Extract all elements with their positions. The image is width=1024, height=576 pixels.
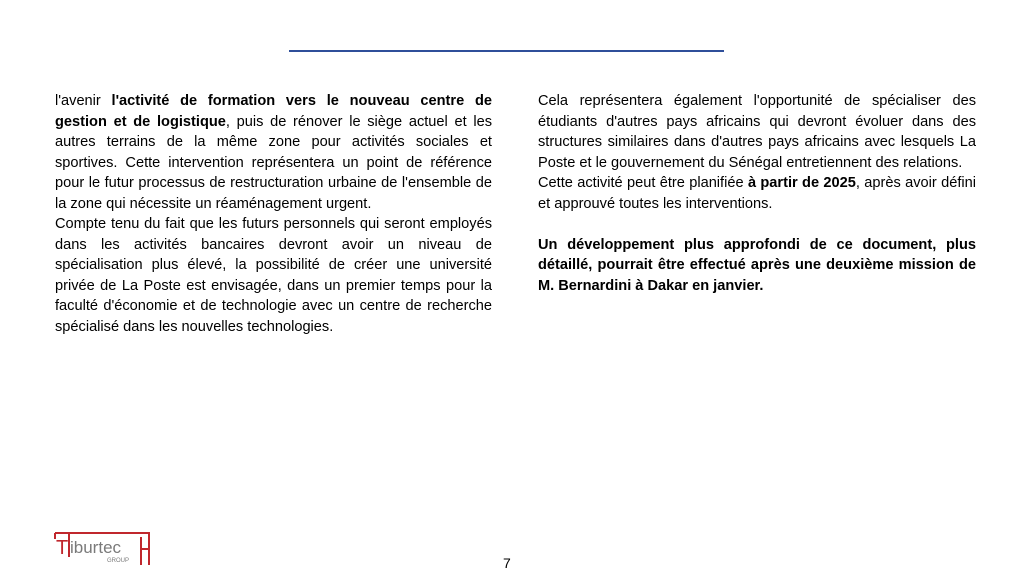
paragraph-text: , puis de rénover le siège actuel et les autres terrains de la même zone pour activités sociales et sportives. Cette intervention représentera un point de référence pour le futur processus de restructuration urbaine de l'ensemble de la zone qui nécessite un réaménagement urgent. [55,113,492,212]
left-text-column [55,91,492,337]
logo-letter-t: T [56,537,69,559]
left-paragraph-2: Compte tenu du fait que les futurs personnels qui seront employés dans les activités bancaires devront avoir un niveau de spécialisation plus élevé, la possibilité de créer une université privée de La Poste est envisagée, dans un premier temps pour la faculté d'économie et de technologie avec un centre de recherche spécialisé dans les nouvelles technologies. [55,216,492,335]
logo-wordmark: iburtec [70,538,122,557]
page-number: 7 [503,555,511,571]
left-paragraph-1 [55,91,492,214]
paragraph-text: , après avoir défini et approuvé toutes les interventions. [538,175,976,212]
logo-subtext: GROUP [107,558,130,564]
right-paragraph-1: Cela représentera également l'opportunité de spécialiser des étudiants d'autres pays africains qui devront évoluer dans des structures similaires dans d'autres pays africains avec lesquels La Poste et le gouvernement du Sénégal entretiennent des relations. [538,93,976,171]
right-text-column [538,91,976,296]
right-paragraph-2 [538,173,976,214]
paragraph-text: l'avenir [55,93,112,109]
paragraph-gap [538,214,976,235]
title-rule [289,50,724,52]
bold-phrase-date: à partir de 2025 [747,175,856,191]
paragraph-text: Cette activité peut être planifiée [538,175,748,191]
tiburtech-logo [53,531,155,567]
bold-phrase-training-center: l'activité de formation vers le nouveau centre de gestion et de logistique [55,93,492,130]
right-paragraph-3: Un développement plus approfondi de ce document, plus détaillé, pourrait être effectué après une deuxième mission de M. Bernardini à Dakar en janvier. [538,236,976,294]
